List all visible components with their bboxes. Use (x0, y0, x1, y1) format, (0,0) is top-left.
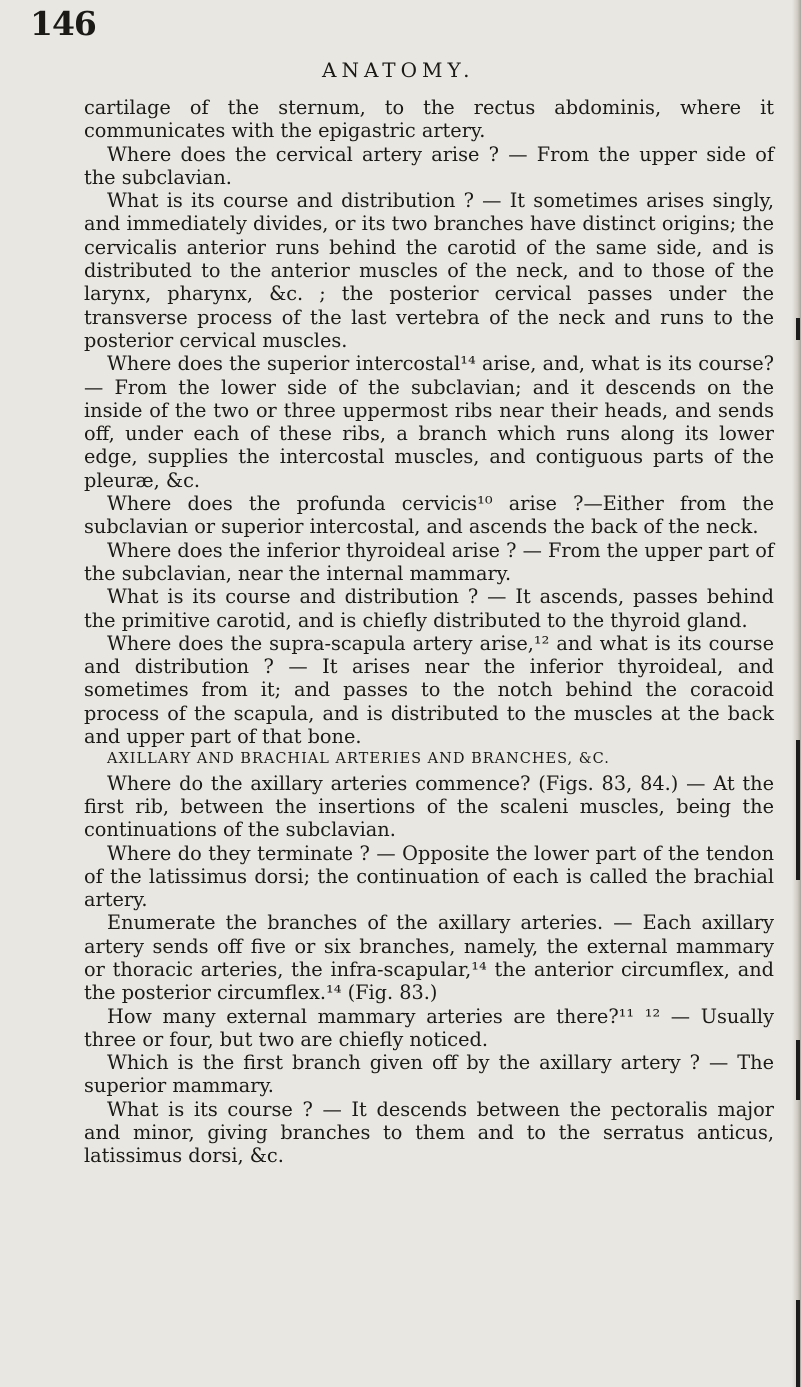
paragraph: What is its course and distribution ? — It sometimes arises singly, and immediately divides, or its two branches have distinct origins; the cervicalis anterior runs behind the carotid of the same side, and is distributed to the anterior muscles of the neck, and to those of the larynx, pharynx, &c. ; the posterior cervical passes under the transverse process of the last vertebra of the neck and runs to the posterior cervical muscles. (84, 189, 774, 352)
paragraph: What is its course and distribution ? — It ascends, passes behind the primitive carotid, and is chiefly distributed to the thyroid gland. (84, 585, 774, 632)
paragraph: Where do the axillary arteries commence? (Figs. 83, 84.) — At the first rib, between the insertions of the scaleni muscles, being the continuations of the subclavian. (84, 771, 774, 842)
running-head: ANATOMY. (322, 58, 475, 82)
page-edge-mark (796, 318, 800, 340)
page-edge-shadow (792, 0, 801, 1387)
paragraph: Where does the profunda cervicis¹⁰ arise ?—Either from the subclavian or superior intercostal, and ascends the back of the neck. (84, 492, 774, 539)
page-edge-mark (796, 1040, 800, 1100)
page-number: 146 (30, 4, 96, 43)
page-edge-mark (796, 740, 800, 880)
paragraph: Where do they terminate ? — Opposite the lower part of the tendon of the latissimus dorsi; the continuation of each is called the brachial artery. (84, 841, 774, 912)
paragraph: Where does the cervical artery arise ? — From the upper side of the subclavian. (84, 142, 774, 189)
paragraph: How many external mammary arteries are there?¹¹ ¹² — Usually three or four, but two are chiefly noticed. (84, 1004, 774, 1051)
page-body (84, 96, 774, 1168)
section-heading: AXILLARY AND BRACHIAL ARTERIES AND BRANCHES, &C. (107, 751, 610, 768)
paragraph: Which is the first branch given off by the axillary artery ? — The superior mammary. (84, 1051, 774, 1098)
paragraph: Enumerate the branches of the axillary arteries. — Each axillary artery sends off five or six branches, namely, the external mammary or thoracic arteries, the infra-scapular,¹⁴ the anterior circumflex, and the posterior circumflex.¹⁴ (Fig. 83.) (84, 911, 774, 1005)
paragraph: Where does the inferior thyroideal arise ? — From the upper part of the subclavian, near the internal mammary. (84, 538, 774, 585)
paragraph: Where does the supra-scapula artery arise,¹² and what is its course and distribution ? — It arises near the inferior thyroideal, and sometimes from it; and passes to the notch behind the coracoid process of the scapula, and is distributed to the muscles at the back and upper part of that bone. (84, 631, 774, 749)
paragraph: Where does the superior intercostal¹⁴ arise, and, what is its course? — From the lower side of the subclavian; and it descends on the inside of the two or three uppermost ribs near their heads, and sends off, under each of these ribs, a branch which runs along its lower edge, supplies the intercostal muscles, and contiguous parts of the pleuræ, &c. (84, 352, 774, 492)
paragraph: What is its course ? — It descends between the pectoralis major and minor, giving branches to them and to the serratus anticus, latissimus dorsi, &c. (84, 1097, 774, 1168)
paragraph: cartilage of the sternum, to the rectus abdominis, where it communicates with the epigastric artery. (84, 96, 774, 143)
page-edge-mark (796, 1300, 800, 1387)
